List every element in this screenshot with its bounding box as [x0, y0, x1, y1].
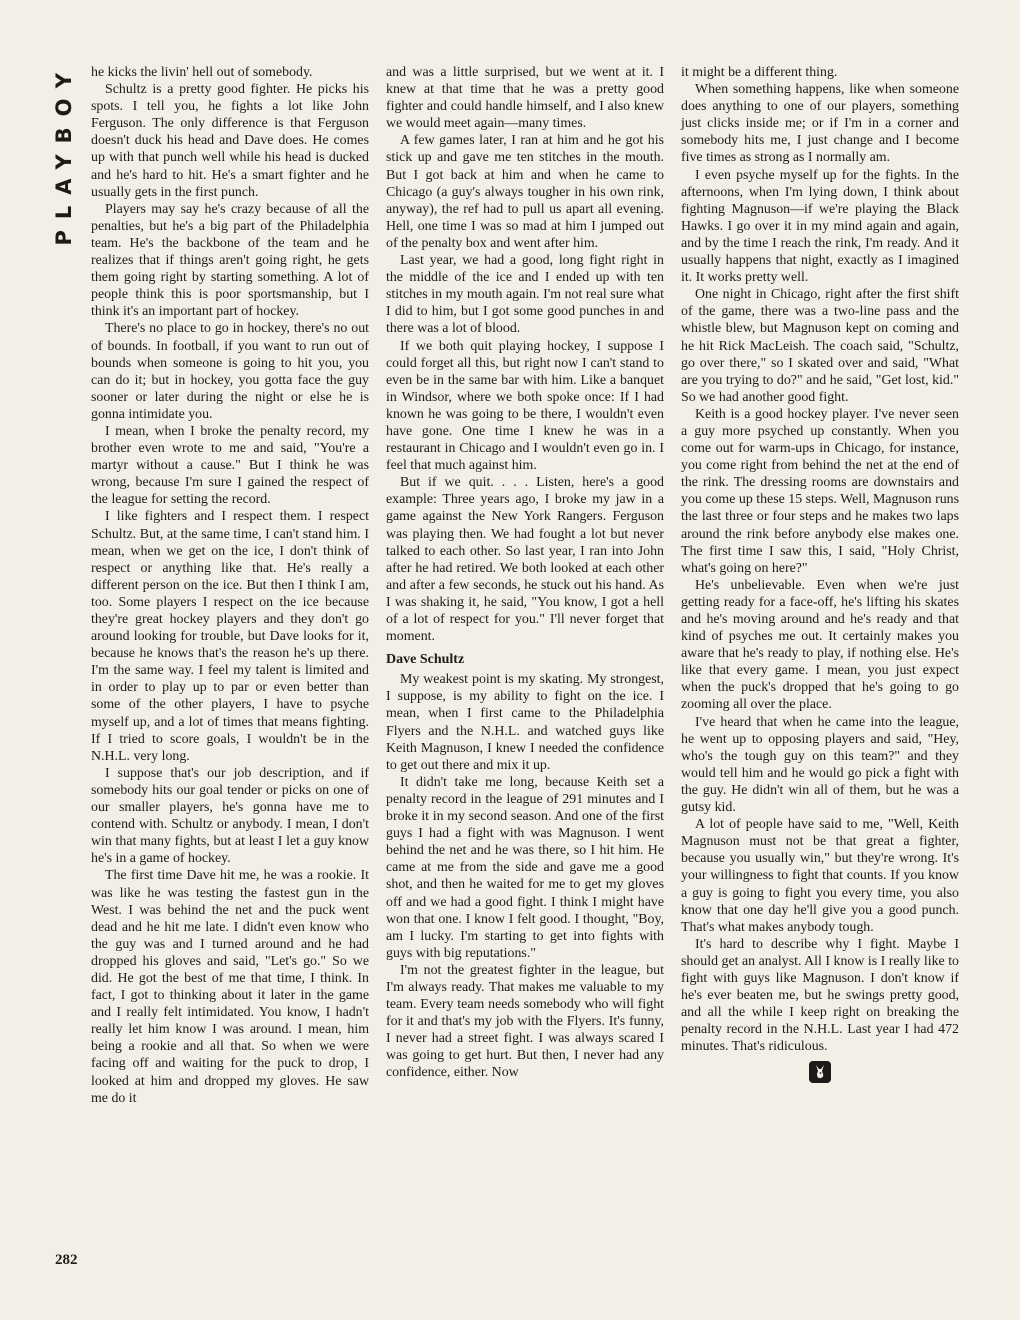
- paragraph: Players may say he's crazy because of all the penalties, but he's a big part of the Philadelphia team. He's the backbone of the team and he realizes that if things aren't going right, he gets them going right by starting something. A lot of people think this is poor sportsmanship, but I think it's an important part of hockey.: [91, 201, 369, 320]
- rabbit-head-icon: [809, 1061, 831, 1083]
- paragraph: I suppose that's our job description, and if somebody hits our goal tender or picks on one of our smaller players, he's gonna have me to contend with. Schultz or anybody. I mean, I don't win that many fights, but at least I let a guy know he's in a game of hockey.: [91, 765, 369, 867]
- paragraph: But if we quit. . . . Listen, here's a good example: Three years ago, I broke my jaw in a game against the New York Rangers. Ferguson was playing then. We had fought a lot but never talked to each other. So last year, I ran into John after he had retired. We both looked at each other and after a few seconds, he stuck out his hand. As I was shaking it, he said, "You know, I got a hell of a lot of respect for you." I'll never forget that moment.: [386, 475, 664, 645]
- paragraph: I like fighters and I respect them. I respect Schultz. But, at the same time, I can't stand him. I mean, when we get on the ice, I don't think of respect or anything like that. He's really a different person on the ice. But then I think I am, too. Some players I respect on the ice because they're great hockey players and they don't go around looking for trouble, but Dave looks for it, because he knows that's the reason he's up there. I'm the same way. I feel my talent is limited and in order to play up to par or even better than some of the other players, I have to psyche myself up, and a lot of times that means fighting. If I tried to score goals, I wouldn't be in the N.H.L. very long.: [91, 509, 369, 764]
- paragraph: I mean, when I broke the penalty record, my brother even wrote to me and said, "You're a martyr without a cause." But I think he was wrong, because I'm sure I gained the respect of the league for setting the record.: [91, 423, 369, 508]
- page-number: 282: [55, 1252, 78, 1268]
- paragraph: When something happens, like when someone does anything to one of our players, something just clicks inside me; or if I'm in a corner and somebody hits me, I just change and I become five times as strong as I normally am.: [681, 82, 959, 166]
- column-2: [386, 64, 664, 1082]
- paragraph: He's unbelievable. Even when we're just getting ready for a face-off, he's lifting his skates and he's moving around and he's ready and that kind of psyches me out. It certainly makes you aware that he's ready to play, if nothing else. He's like that every game. I mean, you just expect when the puck's dropped that he's going to go zooming all over the place.: [681, 577, 959, 713]
- paragraph: Keith is a good hockey player. I've never seen a guy more psyched up constantly. When you come out for warm-ups in Chicago, for instance, you come right from behind the net at the end of the rink. The dressing rooms are downstairs and you come up these 15 steps. Well, Magnuson runs the last three or four steps and he makes two laps around the rink before anybody else makes one. The first time I saw this, I said, "Holy Christ, what's going on here?": [681, 406, 959, 576]
- section-heading: Dave Schultz: [386, 652, 465, 668]
- paragraph: and was a little surprised, but we went at it. I knew at that time that he was a pretty good fighter and could handle himself, and I also knew we would meet again—many times.: [386, 65, 664, 132]
- paragraph: Schultz is a pretty good fighter. He picks his spots. I tell you, he fights a lot like John Ferguson. The only difference is that Ferguson doesn't duck his head and Dave does. He comes up with that punch well while his head is ducked and he's hard to hit. He's a smart fighter and he usually gets in the first punch.: [91, 82, 369, 200]
- column-1: [91, 64, 369, 1107]
- paragraph: It's hard to describe why I fight. Maybe I should get an analyst. All I know is I really like to fight with guys like Magnuson. I don't know if he's ever beaten me, but he swings pretty good, and all the while I keep right on breaking the penalty record in the N.H.L. Last year I had 472 minutes. That's ridiculous.: [681, 936, 959, 1055]
- paragraph: One night in Chicago, right after the first shift of the game, there was a two-line pass and the whistle blew, but Magnuson kept on coming and he hit Rick MacLeish. The coach said, "Schultz, go over there," so I skated over and said, "What are you trying to do?" and he said, "Get lost, kid." So we had another good fight.: [681, 287, 959, 405]
- paragraph: it might be a different thing.: [681, 65, 838, 80]
- paragraph: I've heard that when he came into the league, he went up to opposing players and said, "Hey, who's the tough guy on this team?" and they would tell him and he would go pick a fight with the guy. He didn't win all of them, but he was a gutsy kid.: [681, 714, 959, 816]
- column-3: [681, 64, 959, 1083]
- paragraph: A lot of people have said to me, "Well, Keith Magnuson must not be that great a fighter, because you usually win," but they're wrong. It's your willingness to fight that counts. If you know a guy is going to fight you every time, you also know that one day he'll give you a good punch. That's what makes anybody tough.: [681, 817, 959, 935]
- paragraph: Last year, we had a good, long fight right in the middle of the ice and I ended up with ten stitches in my mouth again. I'm not real sure what I did to him, but I got some good punches in and there was a lot of blood.: [386, 253, 664, 337]
- paragraph: I even psyche myself up for the fights. In the afternoons, when I'm lying down, I think about fighting Magnuson—if we're playing the Black Hawks. I go over it in my mind again and again, and by the time I reach the rink, I'm ready. And it usually happens that night, exactly as I imagined it. It works pretty well.: [681, 167, 959, 286]
- paragraph: There's no place to go in hockey, there's no out of bounds. In football, if you want to run out of bounds when someone is going to hit you, you can do it; but in hockey, you gotta face the guy sooner or later during the night or else he is gonna intimidate you.: [91, 321, 369, 422]
- paragraph: I'm not the greatest fighter in the league, but I'm always ready. That makes me valuable to my team. Every team needs somebody who will fight for it and that's my job with the Flyers. It's funny, I never had a street fight. I was always scared I was going to get hurt. But then, I never had any confidence, either. Now: [386, 962, 664, 1081]
- paragraph: he kicks the livin' hell out of somebody.: [91, 65, 313, 80]
- paragraph: The first time Dave hit me, he was a rookie. It was like he was testing the fastest gun in the West. I was behind the net and the puck went dead and he hit me late. I didn't even know who the guy was and I turned around and he had dropped his gloves and said, "Let's go." So we did. He got the best of me that time, I think. In fact, I got to thinking about it later in the game and I really felt intimidated. You know, I hadn't really let him know I was around. I mean, him being a rookie and all that. So when we were facing off and waiting for the puck to drop, I looked at him and dropped my gloves. He saw me do it: [91, 868, 369, 1106]
- paragraph: A few games later, I ran at him and he got his stick up and gave me ten stitches in the mouth. But I got back at him and when he came to Chicago (a guy's always tougher in his own rink, anyway), the ref had to pull us apart all evening. Hell, one time I was so mad at him I jumped out of the penalty box and went after him.: [386, 133, 664, 251]
- paragraph: It didn't take me long, because Keith set a penalty record in the league of 291 minutes and I broke it in my second season. And one of the first guys I had a fight with was Magnuson. I went behind the net and he was there, so I hit him. He came at me from the side and gave me a good shot, and then he waited for me to get my gloves off and we had a good fight. I think I might have won that one. I know I felt good. I thought, "Boy, am I lucky. I'm starting to get into fights with guys with big reputations.": [386, 774, 664, 961]
- masthead: PLAYBOY: [52, 62, 76, 246]
- paragraph: If we both quit playing hockey, I suppose I could forget all this, but right now I can't stand to even be in the same bar with him. Like a banquet in Windsor, where we both spoke once: If I had known he was going to be there, I wouldn't even have gone. One time I knew he was in a restaurant in Chicago and I wouldn't even go in. I feel that much against him.: [386, 338, 664, 474]
- paragraph: My weakest point is my skating. My strongest, I suppose, is my ability to fight on the ice. I mean, when I first came to the Philadelphia Flyers and the N.H.L. and watched guys like Keith Magnuson, I knew I needed the confidence to get out there and mix it up.: [386, 672, 664, 773]
